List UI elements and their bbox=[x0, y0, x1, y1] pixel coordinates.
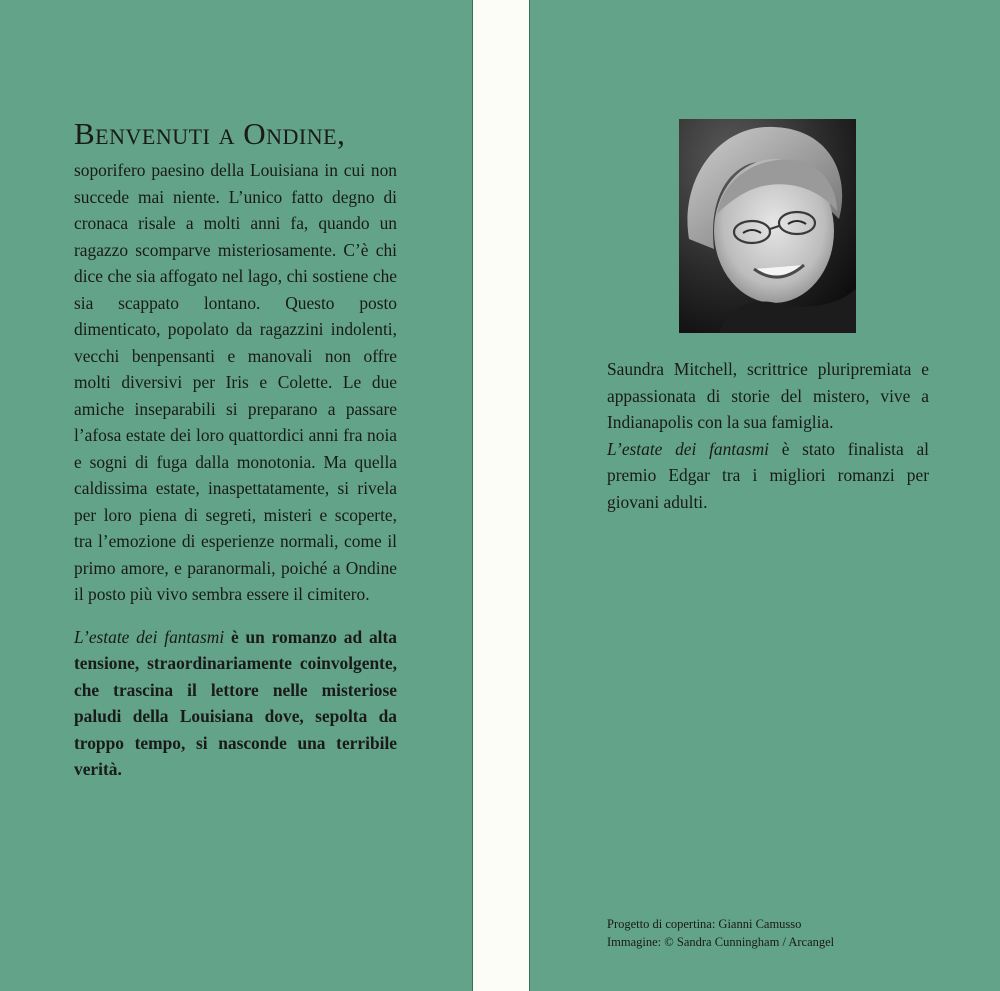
bio-text: Saundra Mitchell, scrittrice pluripremiata e appassionata di storie del mistero, vive a Indianapolis con la sua famiglia. bbox=[607, 359, 929, 432]
tagline-text: è un romanzo ad alta tensione, straordinariamente coinvolgente, che trascina il lettore nelle misteriose paludi della Louisiana dove, sepolta da troppo tempo, si nasconde una terribile verità. bbox=[74, 626, 397, 779]
spine-gutter bbox=[473, 0, 529, 991]
synopsis-paragraph: soporifero paesino della Louisiana in cui non succede mai niente. L’unico fatto degno di cronaca risale a molti anni fa, quando un ragazzo scomparve misteriosamente. C’è chi dice che sia affogato nel lago, chi sostiene che sia scappato lontano. Questo posto dimenticato, popolato da ragazzini indolenti, vecchi benpensanti e manovali non offre molti diversivi per Iris e Colette. Le due amiche inseparabili si preparano a passare l’afosa estate dei loro quattordici anni fra noia e sogni di fuga dalla monotonia. Ma quella caldissima estate, inaspettatamente, si rivela per loro piena di segreti, misteri e scoperte, tra l’emozione di esperienze normali, come il primo amore, e paranormali, poiché a Ondine il posto più vivo sembra essere il cimitero. bbox=[74, 160, 397, 604]
award-text: è stato finalista al premio Edgar tra i migliori romanzi per giovani adulti. bbox=[607, 438, 929, 512]
book-title-italic: L’estate dei fantasmi bbox=[74, 626, 225, 647]
image-credit: Immagine: © Sandra Cunningham / Arcangel bbox=[607, 935, 835, 949]
author-portrait-image bbox=[679, 119, 856, 333]
synopsis-title: Benvenuti a Ondine, bbox=[74, 116, 346, 151]
credits bbox=[607, 915, 937, 951]
synopsis bbox=[74, 113, 397, 783]
tagline-paragraph bbox=[74, 624, 397, 783]
author-bio bbox=[607, 356, 929, 515]
cover-credit: Progetto di copertina: Gianni Camusso bbox=[607, 917, 802, 931]
author-photo bbox=[679, 119, 856, 333]
bio-book-title: L’estate dei fantasmi bbox=[607, 438, 769, 459]
